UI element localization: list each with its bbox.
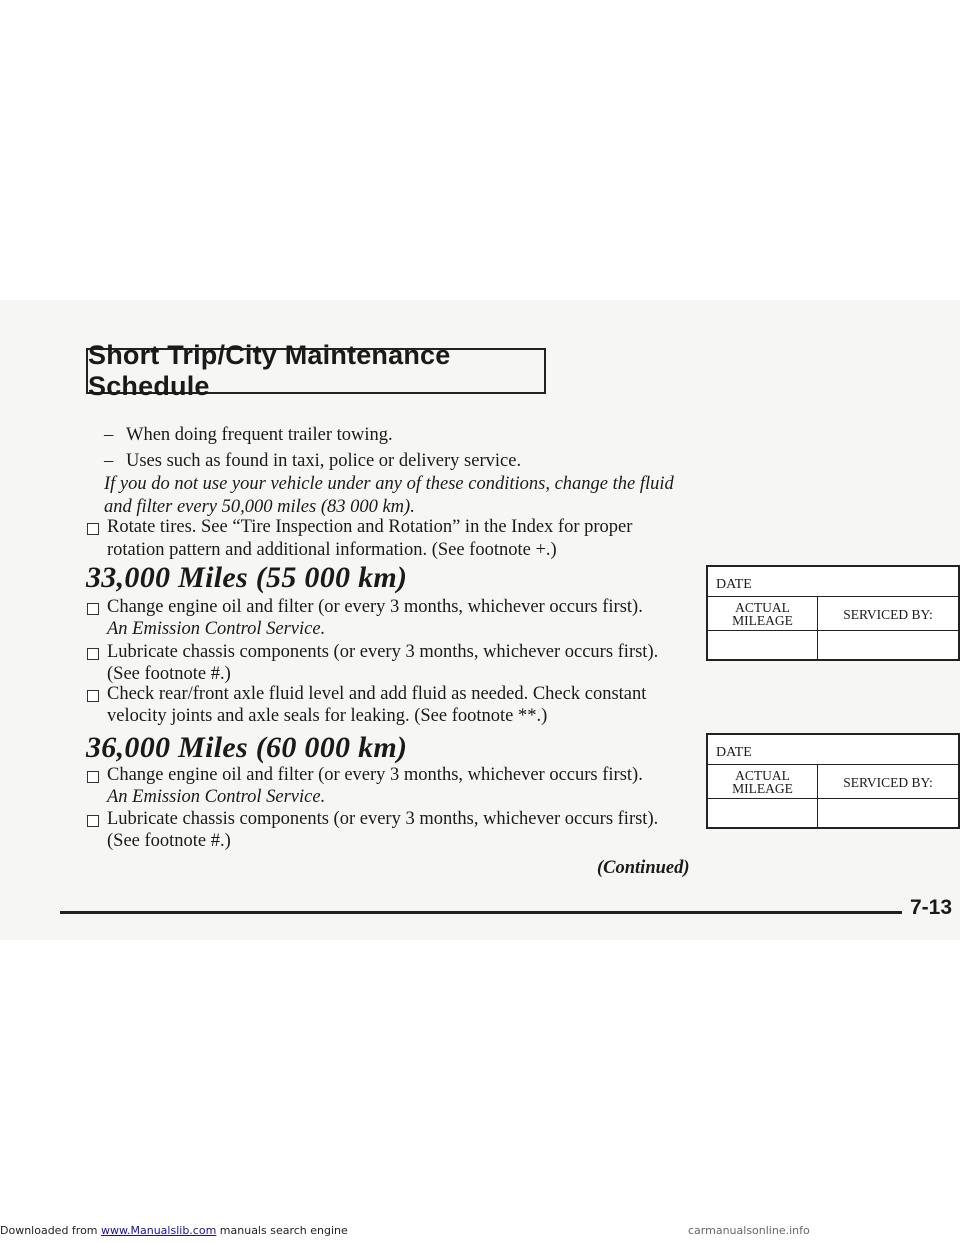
- continued-note: (Continued): [597, 858, 690, 878]
- footer-suffix: manuals search engine: [216, 1224, 348, 1237]
- 33k-oil-change-line-1: Change engine oil and filter (or every 3 months, whichever occurs first).: [107, 597, 643, 617]
- 33k-axle-fluid-line-2: velocity joints and axle seals for leaking. (See footnote **.): [107, 706, 548, 726]
- page-footer-rule: [60, 911, 902, 914]
- page-title: Short Trip/City Maintenance Schedule: [88, 340, 451, 401]
- checkbox-36k-oil-change[interactable]: [87, 771, 99, 783]
- 33k-axle-fluid-line-1: Check rear/front axle fluid level and add fluid as needed. Check constant: [107, 684, 647, 704]
- italic-note-line-2: and filter every 50,000 miles (83 000 km).: [104, 497, 415, 517]
- 33k-lubricate-line-2: (See footnote #.): [107, 664, 231, 684]
- serviced-by-cell[interactable]: [818, 631, 958, 659]
- bullet-taxi-police: – Uses such as found in taxi, police or delivery service.: [104, 451, 522, 471]
- 36k-oil-change-line-1: Change engine oil and filter (or every 3 months, whichever occurs first).: [107, 765, 643, 785]
- 36k-lubricate-line-2: (See footnote #.): [107, 831, 231, 851]
- service-record-table-36k: [706, 733, 960, 829]
- rotate-tires-line-1: Rotate tires. See “Tire Inspection and Rotation” in the Index for proper: [107, 517, 633, 537]
- date-label: DATE: [708, 567, 958, 597]
- serviced-by-label: SERVICED BY:: [818, 765, 958, 799]
- 36k-lubricate-line-1: Lubricate chassis components (or every 3 months, whichever occurs first).: [107, 809, 659, 829]
- manualslib-link[interactable]: www.Manualslib.com: [101, 1224, 217, 1237]
- page-number: 7-13: [910, 896, 953, 919]
- actual-mileage-cell[interactable]: [708, 631, 818, 659]
- actual-mileage-label: ACTUAL MILEAGE: [708, 597, 818, 631]
- download-footer: [0, 1224, 960, 1237]
- checkbox-33k-lubricate[interactable]: [87, 648, 99, 660]
- 33k-oil-change-line-2: An Emission Control Service.: [107, 619, 326, 639]
- footer-prefix: Downloaded from: [0, 1224, 102, 1237]
- heading-36000-miles: 36,000 Miles (60 000 km): [86, 731, 408, 764]
- bullet-trailer-towing: – When doing frequent trailer towing.: [104, 425, 393, 445]
- actual-mileage-label: ACTUAL MILEAGE: [708, 765, 818, 799]
- heading-33000-miles: 33,000 Miles (55 000 km): [86, 561, 408, 594]
- page-title-box: [86, 340, 546, 401]
- 36k-oil-change-line-2: An Emission Control Service.: [107, 787, 326, 807]
- 33k-lubricate-line-1: Lubricate chassis components (or every 3 months, whichever occurs first).: [107, 642, 659, 662]
- checkbox-33k-axle-fluid[interactable]: [87, 690, 99, 702]
- actual-mileage-cell[interactable]: [708, 799, 818, 827]
- italic-note-line-1: If you do not use your vehicle under any of these conditions, change the fluid: [104, 474, 674, 494]
- service-record-table-33k: [706, 565, 960, 661]
- serviced-by-cell[interactable]: [818, 799, 958, 827]
- serviced-by-label: SERVICED BY:: [818, 597, 958, 631]
- footer-watermark: carmanualsonline.info: [688, 1224, 810, 1237]
- checkbox-33k-oil-change[interactable]: [87, 603, 99, 615]
- date-label: DATE: [708, 735, 958, 765]
- checkbox-rotate-tires[interactable]: [87, 523, 99, 535]
- checkbox-36k-lubricate[interactable]: [87, 815, 99, 827]
- rotate-tires-line-2: rotation pattern and additional information. (See footnote +.): [107, 540, 557, 560]
